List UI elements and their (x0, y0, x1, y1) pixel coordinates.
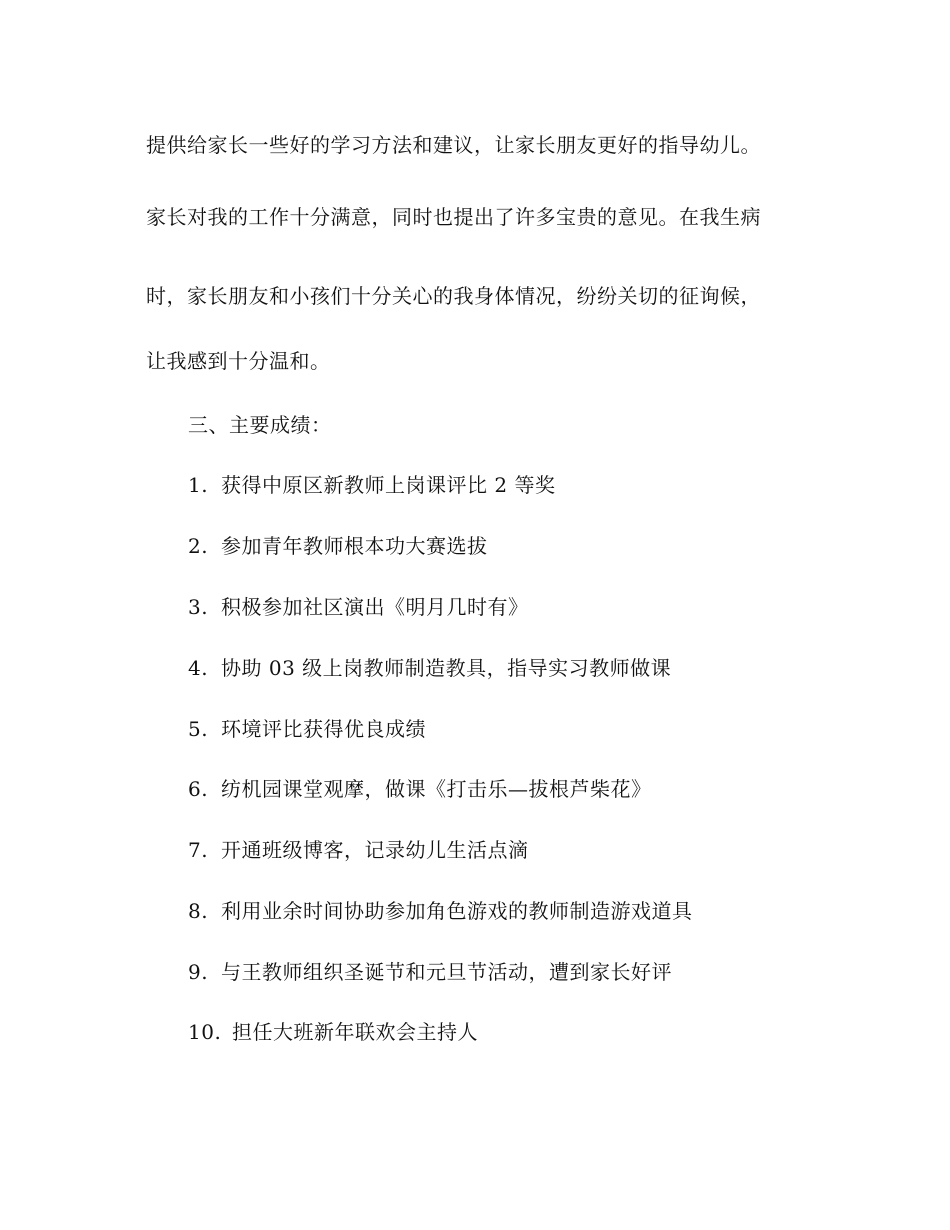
list-item-text: 协助 03 级上岗教师制造教具，指导实习教师做课 (221, 656, 672, 680)
list-item-text: 参加青年教师根本功大赛选拔 (221, 534, 488, 558)
list-item (188, 593, 529, 621)
list-item-text: 担任大班新年联欢会主持人 (232, 1020, 478, 1044)
list-item-number: 9. (188, 960, 209, 984)
list-item (188, 532, 488, 560)
list-item (188, 836, 529, 864)
section-heading: 三、主要成绩： (188, 413, 332, 437)
list-item-text: 环境评比获得优良成绩 (221, 717, 426, 741)
list-item-text: 获得中原区新教师上岗课评比 2 等奖 (221, 473, 556, 497)
list-item (188, 1018, 478, 1046)
paragraph-line-3: 时，家长朋友和小孩们十分关心的我身体情况，纷纷关切的征询候， (146, 284, 761, 308)
list-item-text: 与王教师组织圣诞节和元旦节活动，遭到家长好评 (221, 960, 672, 984)
list-item (188, 715, 426, 743)
list-item-number: 10. (188, 1020, 222, 1044)
list-item-text: 开通班级博客，记录幼儿生活点滴 (221, 838, 529, 862)
list-item (188, 897, 693, 925)
list-item-number: 6. (188, 777, 209, 801)
list-item (188, 654, 671, 682)
list-item (188, 471, 555, 499)
list-item-number: 7. (188, 838, 209, 862)
list-item-number: 1. (188, 473, 209, 497)
paragraph-line-4: 让我感到十分温和。 (146, 349, 331, 373)
paragraph-line-1: 提供给家长一些好的学习方法和建议，让家长朋友更好的指导幼儿。 (146, 133, 761, 157)
list-item-text: 纺机园课堂观摩，做课《打击乐—拔根芦柴花》 (221, 777, 652, 801)
paragraph-line-2: 家长对我的工作十分满意，同时也提出了许多宝贵的意见。在我生病 (146, 205, 761, 229)
list-item (188, 958, 672, 986)
list-item-text: 利用业余时间协助参加角色游戏的教师制造游戏道具 (221, 899, 693, 923)
list-item-text: 积极参加社区演出《明月几时有》 (221, 595, 529, 619)
list-item-number: 5. (188, 717, 209, 741)
list-item-number: 2. (188, 534, 209, 558)
list-item-number: 3. (188, 595, 209, 619)
list-item-number: 4. (188, 656, 209, 680)
list-item (188, 775, 652, 803)
list-item-number: 8. (188, 899, 209, 923)
